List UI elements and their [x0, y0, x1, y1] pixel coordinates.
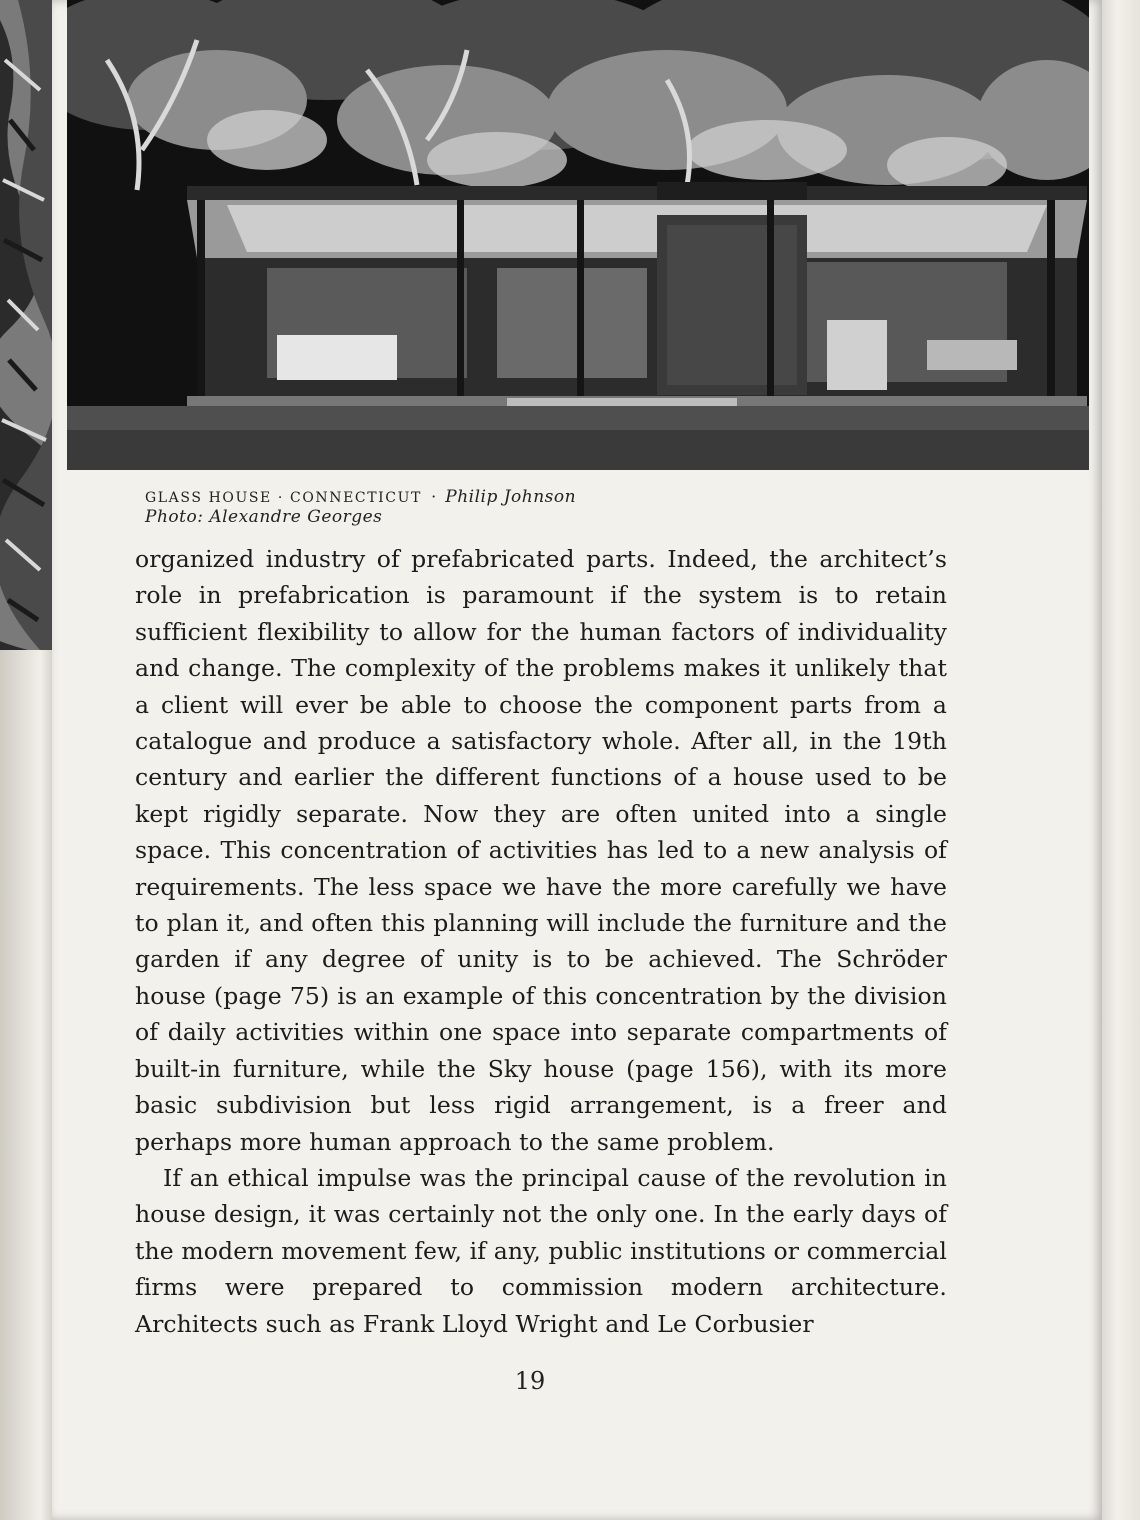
- paragraph-2: If an ethical impulse was the principal cause of the revolution in house design, it was certainly not the only one. In the early days of the modern movement few, if any, public institutions or commercial firms were prepared to commission modern architecture. Architects such as Frank Lloyd Wright and Le Corbusier: [135, 1163, 947, 1338]
- caption-title: GLASS HOUSE · CONNECTICUT: [145, 490, 422, 506]
- caption-separator: ·: [431, 487, 437, 506]
- paragraph-1: organized industry of prefabricated parts. Indeed, the architect’s role in prefabrication is paramount if the system is to retain sufficient flexibility to allow for the human factors of individuality and change. The complexity of the problems makes it unlikely that a client will ever be able to choose the component parts from a catalogue and produce a satisfactory whole. After all, in the 19th century and earlier the different functions of a house used to be kept rigidly separate. Now they are often united into a single space. This concentration of activities has led to a new analysis of requirements. The less space we have the more carefully we have to plan it, and often this planning will include the furniture and the garden if any degree of unity is to be achieved. The Schröder house (page 75) is an example of this concentration by the division of daily activities within one space into separate compartments of built-in furniture, while the Sky house (page 156), with its more basic subdivision but less rigid arrangement, is a freer and perhaps more human approach to the same problem.: [135, 545, 947, 1156]
- caption-photo-credit: Photo: Alexandre Georges: [145, 507, 383, 527]
- caption-architect: Philip Johnson: [445, 487, 577, 507]
- body-text: [135, 541, 947, 1342]
- facing-page-edge: [0, 0, 58, 1520]
- photo-caption: [145, 487, 845, 527]
- page-number: 19: [514, 1367, 546, 1395]
- right-page-edge: [1102, 0, 1140, 1520]
- facing-page-photo: [0, 0, 52, 650]
- glass-house-photo: [67, 0, 1089, 470]
